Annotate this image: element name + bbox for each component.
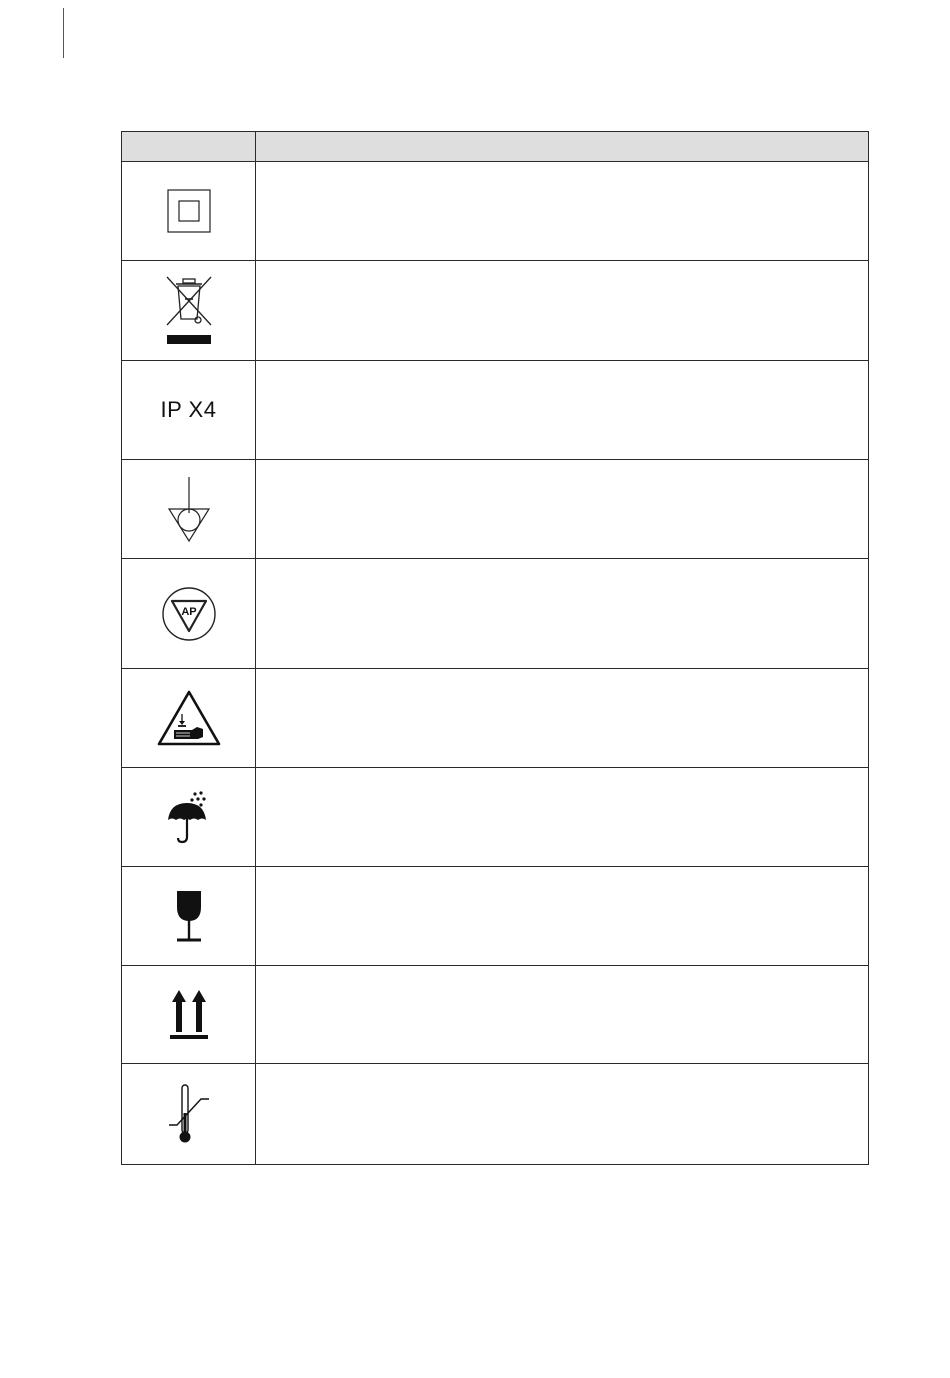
symbol-cell [122, 669, 256, 768]
description-cell [256, 867, 869, 966]
page-margin-line [63, 8, 64, 58]
table-row [122, 460, 869, 559]
symbol-cell [122, 559, 256, 669]
fragile-glass-icon [172, 889, 206, 943]
symbol-cell [122, 1064, 256, 1165]
table-row [122, 966, 869, 1064]
symbol-cell [122, 768, 256, 867]
table-row [122, 361, 869, 460]
ap-label: AP [180, 605, 197, 618]
description-cell [256, 361, 869, 460]
description-cell [256, 966, 869, 1064]
table-row [122, 1064, 869, 1165]
description-cell [256, 162, 869, 261]
equipotential-terminal-icon [166, 475, 212, 543]
description-cell [256, 669, 869, 768]
table-row [122, 559, 869, 669]
table-row [122, 669, 869, 768]
class-ii-double-insulation-icon [167, 189, 211, 233]
table-header-row [122, 132, 869, 162]
ap-category-icon [161, 586, 217, 642]
weee-crossed-out-bin-icon [162, 275, 216, 347]
symbols-table [121, 131, 869, 1165]
description-cell [256, 460, 869, 559]
this-way-up-arrows-icon [169, 988, 209, 1042]
hand-crush-warning-icon [156, 689, 222, 747]
keep-dry-umbrella-icon [164, 790, 214, 844]
description-cell [256, 768, 869, 867]
symbol-cell [122, 867, 256, 966]
description-cell [256, 559, 869, 669]
header-description [256, 132, 869, 162]
temperature-limit-icon [167, 1083, 211, 1145]
description-cell [256, 1064, 869, 1165]
symbol-cell [122, 361, 256, 460]
header-symbol [122, 132, 256, 162]
table-row [122, 867, 869, 966]
table-row [122, 768, 869, 867]
description-cell [256, 261, 869, 361]
ip-rating-icon: IP X4 [160, 397, 217, 422]
table-row [122, 162, 869, 261]
symbol-cell [122, 966, 256, 1064]
symbol-cell [122, 460, 256, 559]
symbol-cell [122, 162, 256, 261]
table-row [122, 261, 869, 361]
symbol-cell [122, 261, 256, 361]
